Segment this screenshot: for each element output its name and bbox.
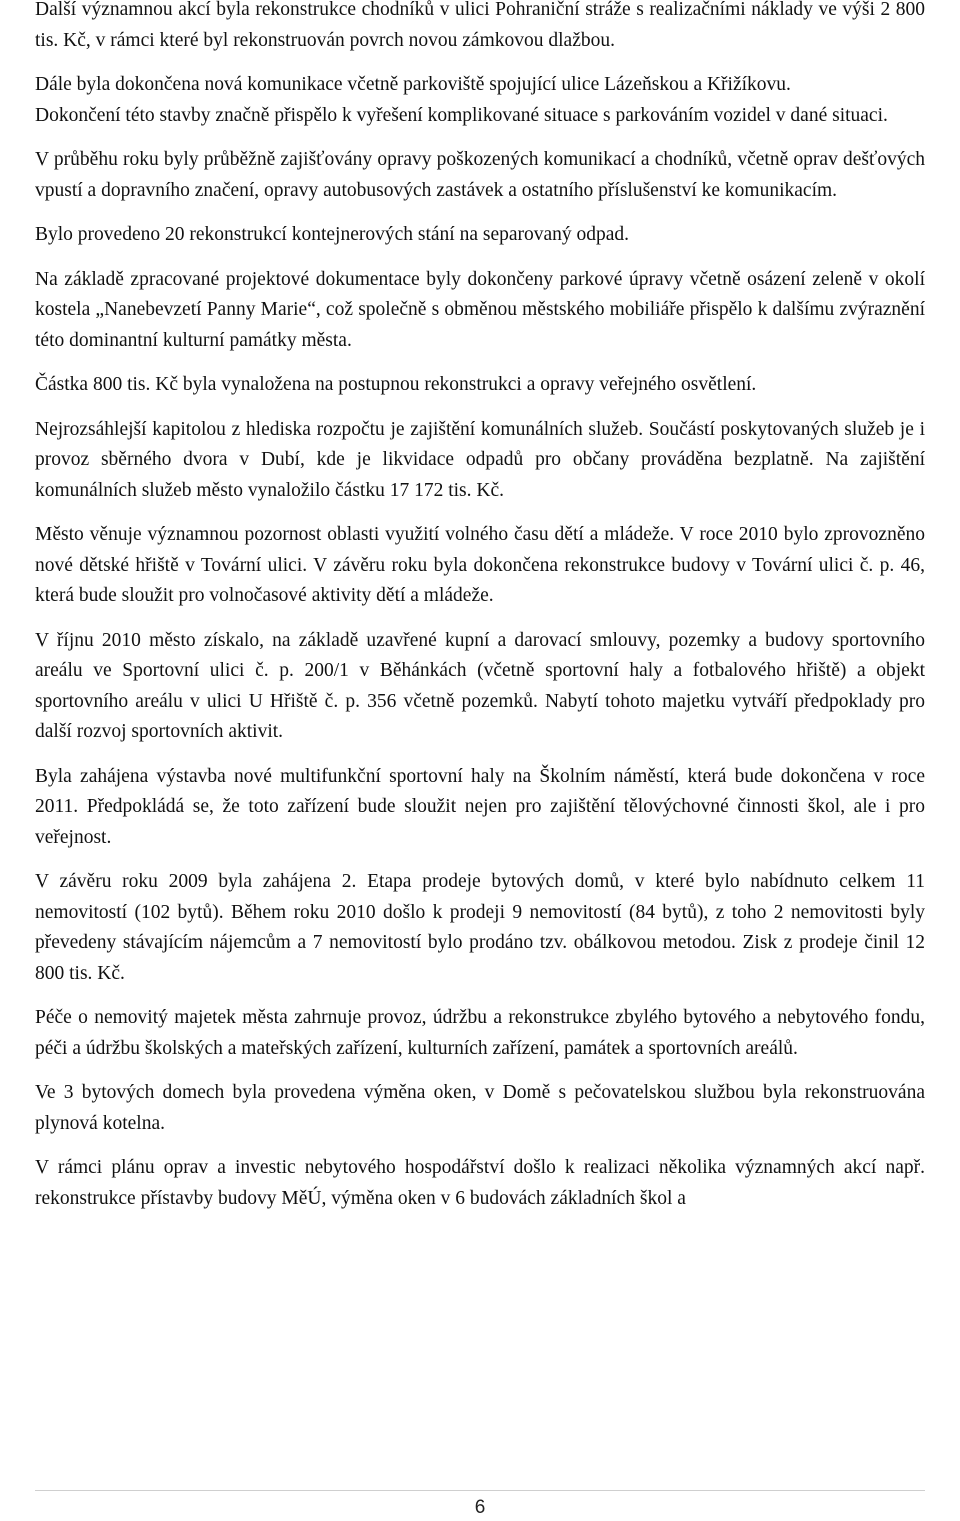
paragraph-new-road: Dále byla dokončena nová komunikace včetně parkoviště spojující ulice Lázeňskou a Křižíkovu. xyxy=(35,74,791,95)
paragraph-housing-sale: V závěru roku 2009 byla zahájena 2. Etapa prodeje bytových domů, v které bylo nabídnuto celkem 11 nemovitostí (102 bytů). Během roku 2010 došlo k prodeji 9 nemovitostí (84 bytů), z toho 2 nemovitosti byly převedeny stávajícím nájemcům a 7 nemovitostí bylo prodáno tzv. obálkovou metodou. Zisk z prodeje činil 12 800 tis. Kč. xyxy=(35,871,925,984)
paragraph-property-care: Péče o nemovitý majetek města zahrnuje provoz, údržbu a rekonstrukce zbylého bytového a nebytového fondu, péči a údržbu školských a mateřských zařízení, kulturních zařízení, památek a sportovních areálů. xyxy=(35,1007,925,1059)
paragraph-container-stands: Bylo provedeno 20 rekonstrukcí kontejnerových stání na separovaný odpad. xyxy=(35,224,630,245)
paragraph-municipal-services: Nejrozsáhlejší kapitolou z hlediska rozpočtu je zajištění komunálních služeb. Součástí poskytovaných služeb je i provoz sběrného dvora v Dubí, kde je likvidace odpadů pro občany prováděna bezplatně. Na zajištění komunálních služeb město vynaložilo částku 17 172 tis. Kč. xyxy=(35,418,925,501)
paragraph-sidewalk-reconstruction: Další významnou akcí byla rekonstrukce chodníků v ulici Pohraniční stráže s realizačními náklady ve výši 2 800 tis. Kč, v rámci které byl rekonstruován povrch novou zámkovou dlažbou. xyxy=(35,0,925,51)
paragraph-group-new-road xyxy=(35,70,925,131)
page-number: 6 xyxy=(474,1497,486,1518)
paragraph-window-replacement: Ve 3 bytových domech byla provedena výměna oken, v Domě s pečovatelskou službou byla rekonstruována plynová kotelna. xyxy=(35,1082,925,1134)
paragraph-park-landscaping: Na základě zpracované projektové dokumentace byly dokončeny parkové úpravy včetně osázení zeleně v okolí kostela „Nanebevzetí Panny Marie“, což společně s obměnou městského mobiliáře přispělo k dalšímu zvýraznění této dominantní kulturní památky města. xyxy=(35,268,925,351)
paragraph-road-repairs: V průběhu roku byly průběžně zajišťovány opravy poškozených komunikací a chodníků, včetně oprav dešťových vpustí a dopravního značení, opravy autobusových zastávek a ostatního příslušenství ke komunikacím. xyxy=(35,149,925,201)
paragraph-parking-resolution: Dokončení této stavby značně přispělo k vyřešení komplikované situace s parkováním vozidel v dané situaci. xyxy=(35,104,888,126)
paragraph-sports-hall-construction: Byla zahájena výstavba nové multifunkční sportovní haly na Školním náměstí, která bude dokončena v roce 2011. Předpokládá se, že toto zařízení bude sloužit nejen pro zajištění tělovýchovné činnosti škol, ale i pro veřejnost. xyxy=(35,765,925,848)
paragraph-public-lighting: Částka 800 tis. Kč byla vynaložena na postupnou rekonstrukci a opravy veřejného osvětlení. xyxy=(35,374,757,395)
paragraph-non-residential-repairs: V rámci plánu oprav a investic nebytového hospodářství došlo k realizaci několika významných akcí např. rekonstrukce přístavby budovy MěÚ, výměna oken v 6 budovách základních škol a xyxy=(35,1157,925,1209)
paragraph-sports-area-acquisition: V říjnu 2010 město získalo, na základě uzavřené kupní a darovací smlouvy, pozemky a budovy sportovního areálu ve Sportovní ulici č. p. 200/1 v Běhánkách (včetně sportovní haly a fotbalového hřiště) a objekt sportovního areálu v ulici U Hřiště č. p. 356 včetně pozemků. Nabytí tohoto majetku vytváří předpoklady pro další rozvoj sportovních aktivit. xyxy=(35,629,925,742)
document-body xyxy=(35,0,925,1228)
footer-divider xyxy=(35,1490,925,1491)
paragraph-youth-leisure: Město věnuje významnou pozornost oblasti využití volného času dětí a mládeže. V roce 2010 bylo zprovozněno nové dětské hřiště v Tovární ulici. V závěru roku byla dokončena rekonstrukce budovy v Tovární ulici č. p. 46, která bude sloužit pro volnočasové aktivity dětí a mládeže. xyxy=(35,524,925,606)
